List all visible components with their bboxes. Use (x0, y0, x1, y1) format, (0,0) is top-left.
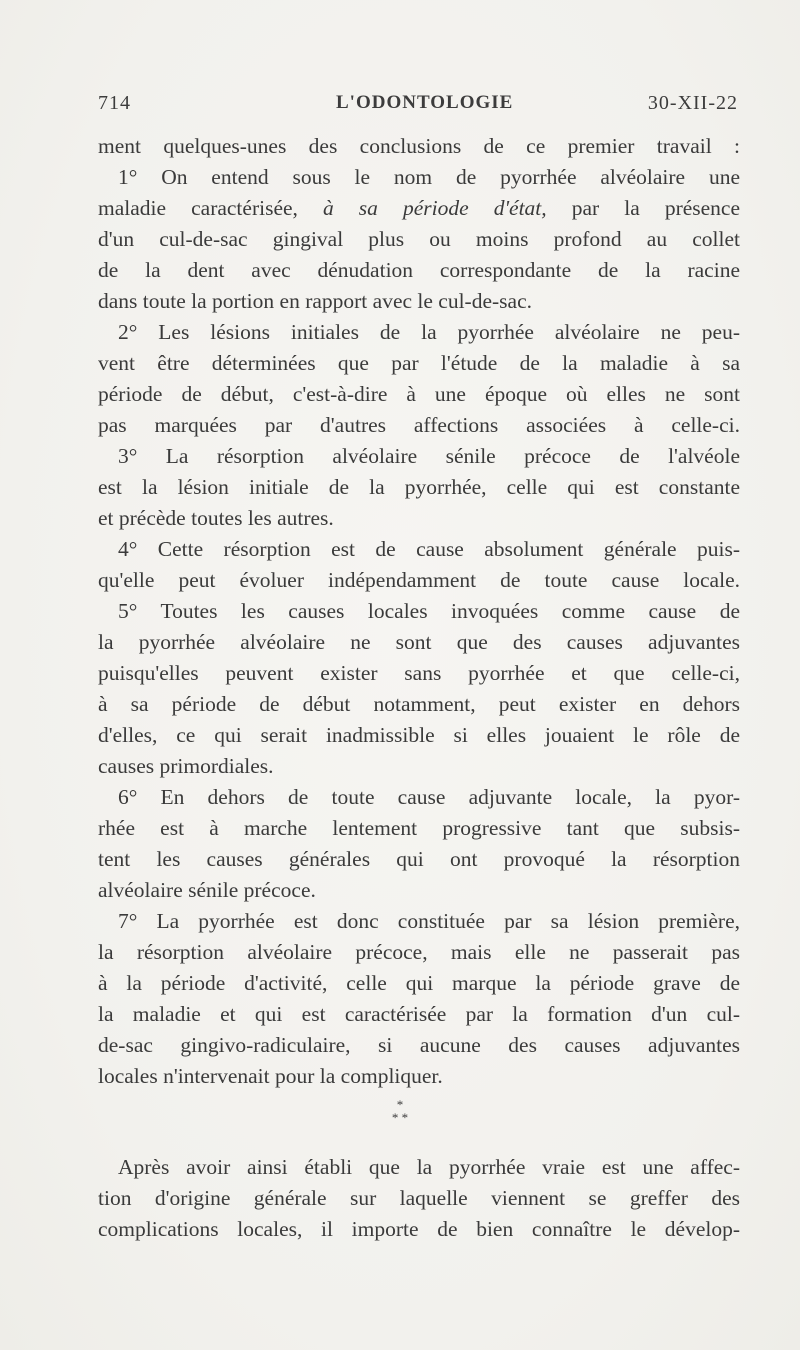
text-line: la résorption alvéolaire précoce, mais elle ne passerait pas (98, 940, 740, 964)
text-line: d'elles, ce qui serait inadmissible si elles jouaient le rôle de (98, 723, 740, 747)
text-line: 2° Les lésions initiales de la pyorrhée alvéolaire ne peu- (118, 320, 740, 344)
text-line: causes primordiales. (98, 754, 274, 778)
text-line: dans toute la portion en rapport avec le cul-de-sac. (98, 289, 532, 313)
text-line: tion d'origine générale sur laquelle viennent se greffer des (98, 1186, 740, 1210)
text-line (98, 193, 740, 223)
asterism-top: * (396, 1097, 404, 1112)
text-line: ment quelques-unes des conclusions de ce premier travail : (98, 134, 740, 158)
running-title: L'ODONTOLOGIE (336, 92, 514, 113)
text-line: qu'elle peut évoluer indépendamment de toute cause locale. (98, 568, 740, 592)
text-line: à sa période de début notamment, peut exister en dehors (98, 692, 740, 716)
text-line: 4° Cette résorption est de cause absolument générale puis- (118, 537, 740, 561)
italic-phrase: à sa période d'état, (322, 196, 547, 220)
text-line: la pyorrhée alvéolaire ne sont que des causes adjuvantes (98, 630, 740, 654)
page-header (98, 92, 738, 122)
text-line: est la lésion initiale de la pyorrhée, celle qui est constante (98, 475, 740, 499)
text-line: pas marquées par d'autres affections associées à celle-ci. (98, 413, 740, 437)
text-line: 6° En dehors de toute cause adjuvante locale, la pyor- (118, 785, 740, 809)
page-number: 714 (98, 92, 131, 114)
text-line: 7° La pyorrhée est donc constituée par sa lésion première, (118, 909, 740, 933)
text-line: période de début, c'est-à-dire à une époque où elles ne sont (98, 382, 740, 406)
text-line: d'un cul-de-sac gingival plus ou moins profond au collet (98, 227, 740, 251)
text-line: 5° Toutes les causes locales invoquées comme cause de (118, 599, 740, 623)
text-line: locales n'intervenait pour la compliquer. (98, 1064, 443, 1088)
text-line: et précède toutes les autres. (98, 506, 334, 530)
text-line: la maladie et qui est caractérisée par la formation d'un cul- (98, 1002, 740, 1026)
text-line: vent être déterminées que par l'étude de la maladie à sa (98, 351, 740, 375)
asterism-bottom: * * (391, 1110, 409, 1125)
text-line: Après avoir ainsi établi que la pyorrhée vraie est une affec- (118, 1155, 740, 1179)
issue-date: 30-XII-22 (647, 92, 738, 114)
text-line: de-sac gingivo-radiculaire, si aucune des causes adjuvantes (98, 1033, 740, 1057)
text-line: rhée est à marche lentement progressive tant que subsis- (98, 816, 740, 840)
text-line: tent les causes générales qui ont provoqué la résorption (98, 847, 740, 871)
text-line: 3° La résorption alvéolaire sénile précoce de l'alvéole (118, 444, 740, 468)
text-line: alvéolaire sénile précoce. (98, 878, 316, 902)
text-line: 1° On entend sous le nom de pyorrhée alvéolaire une (118, 165, 740, 189)
text-line: complications locales, il importe de bien connaître le dévelop- (98, 1217, 740, 1241)
text-fragment: par la présence (571, 196, 741, 220)
text-line: à la période d'activité, celle qui marque la période grave de (98, 971, 740, 995)
text-line: de la dent avec dénudation correspondante de la racine (98, 258, 740, 282)
text-line: puisqu'elles peuvent exister sans pyorrhée et que celle-ci, (98, 661, 740, 685)
text-fragment: maladie caractérisée, (98, 196, 298, 220)
